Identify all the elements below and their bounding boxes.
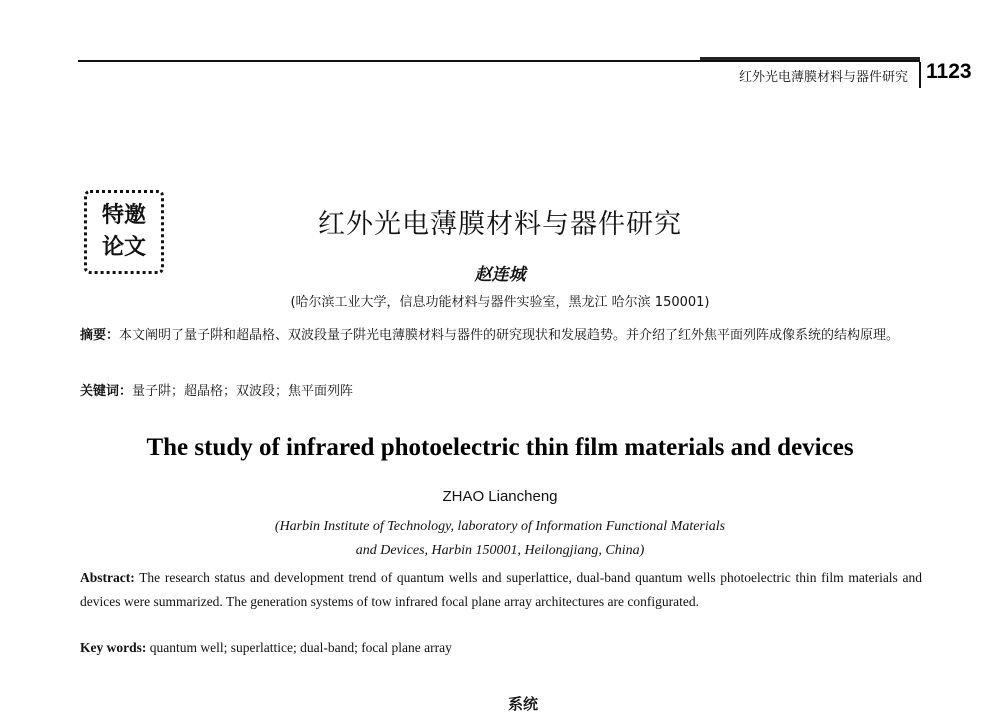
chinese-abstract-text: 本文阐明了量子阱和超晶格、双波段量子阱光电薄膜材料与器件的研究现状和发展趋势。并介绍了红外焦平面列阵成像系统的结构原理。 — [119, 328, 900, 343]
english-keywords — [80, 640, 922, 656]
english-affiliation-line-1: (Harbin Institute of Technology, laboratory of Information Functional Materials — [274, 519, 726, 534]
running-title: 红外光电薄膜材料与器件研究 — [738, 70, 908, 85]
chinese-title: 红外光电薄膜材料与器件研究 — [318, 209, 682, 240]
chinese-keywords — [80, 380, 922, 399]
next-section-heading: 系统 — [508, 695, 539, 713]
english-keywords-text: quantum well; superlattice; dual-band; focal plane array — [149, 640, 452, 655]
header-rule-accent — [700, 57, 920, 60]
badge-line-2: 论文 — [101, 235, 146, 260]
chinese-keywords-text: 量子阱；超晶格；双波段；焦平面列阵 — [132, 384, 354, 399]
chinese-abstract — [80, 324, 922, 347]
badge-line-1: 特邀 — [101, 203, 146, 228]
invited-paper-badge — [84, 190, 164, 274]
chinese-author: 赵连城 — [474, 265, 526, 285]
english-keywords-label: Key words: — [80, 640, 147, 655]
english-affiliation-line-2: and Devices, Harbin 150001, Heilongjiang, China) — [355, 543, 645, 558]
chinese-keywords-label: 关键词： — [80, 384, 133, 399]
english-affiliation — [120, 515, 880, 563]
english-abstract-label: Abstract: — [80, 570, 135, 585]
english-abstract-text: The research status and development trend of quantum wells and superlattice, dual-band quantum wells photoelectric thin film materials and devices were summarized. The generation systems of tow infrared focal plane array architectures are configurated. — [80, 570, 922, 609]
page-number: 1123 — [926, 60, 972, 83]
english-author: ZHAO Liancheng — [442, 488, 558, 505]
chinese-abstract-label: 摘要： — [80, 328, 120, 343]
english-abstract — [80, 566, 922, 614]
english-title: The study of infrared photoelectric thin film materials and devices — [146, 434, 854, 461]
header-rule — [78, 60, 920, 62]
header-divider — [919, 62, 921, 88]
chinese-affiliation: (哈尔滨工业大学，信息功能材料与器件实验室，黑龙江 哈尔滨 150001) — [290, 295, 710, 310]
